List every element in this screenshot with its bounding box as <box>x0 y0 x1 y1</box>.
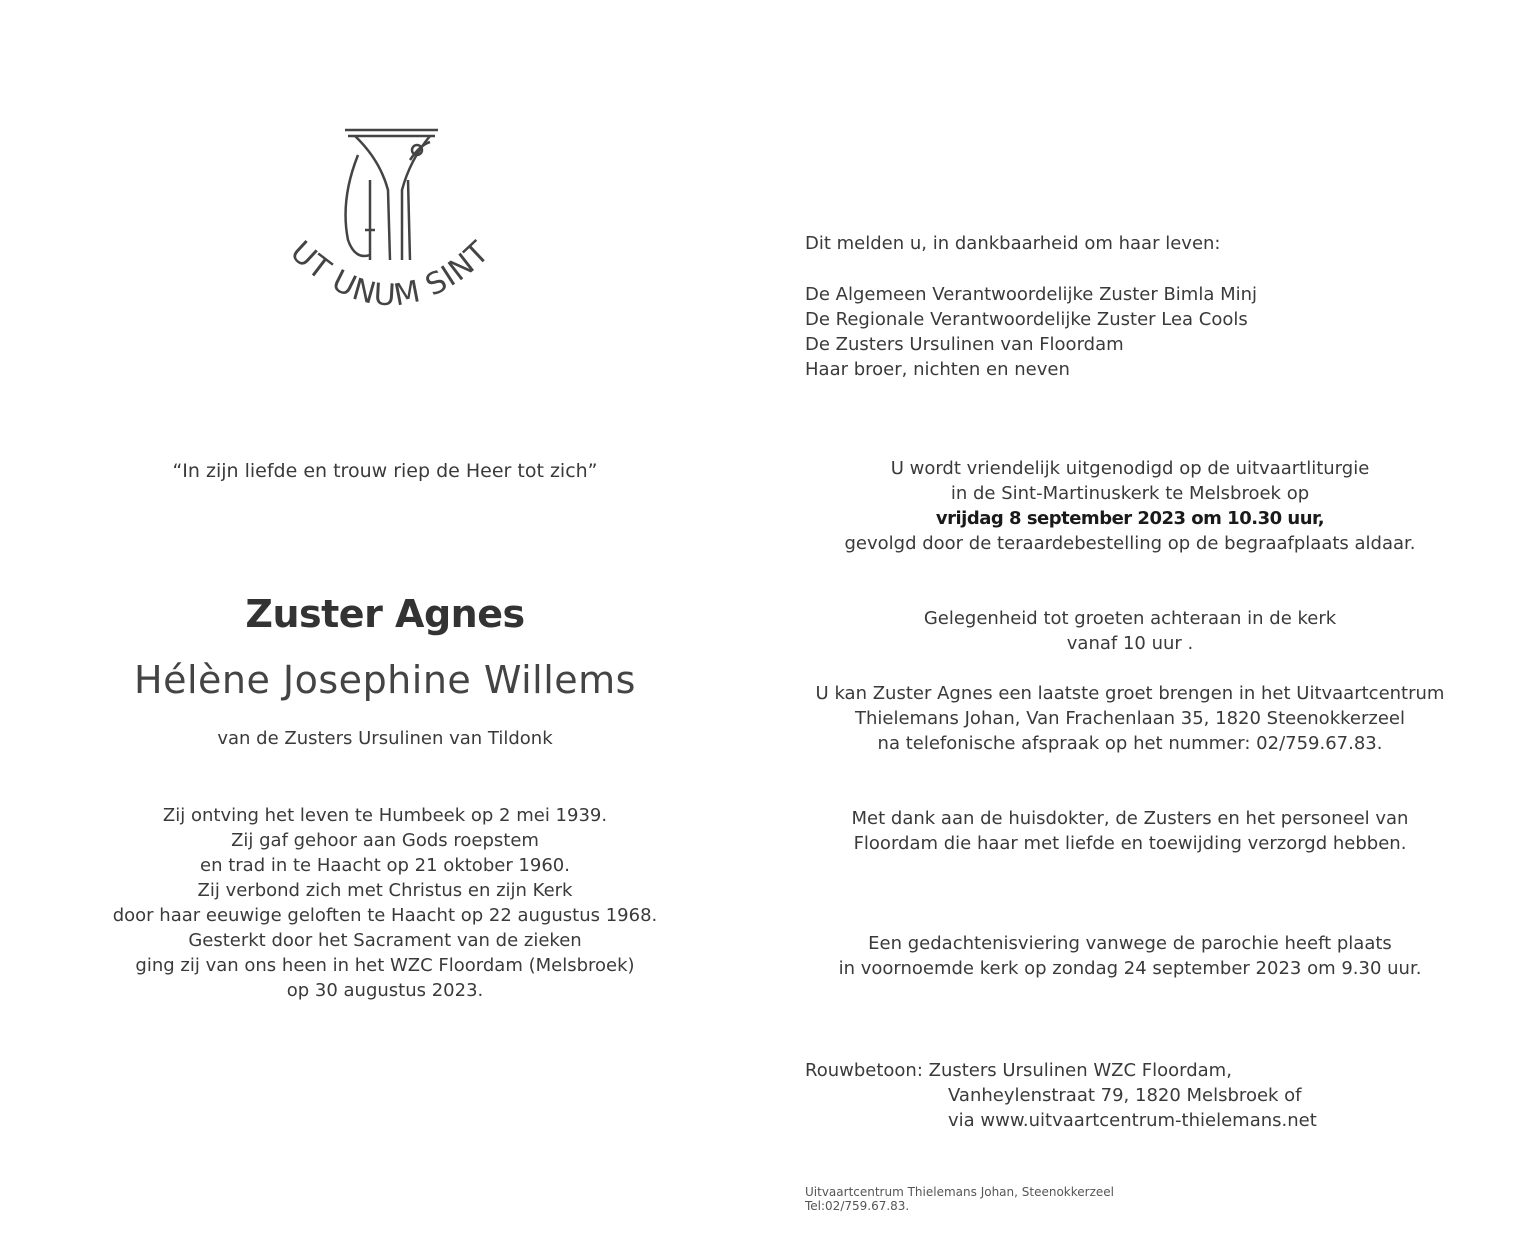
footer-line: Uitvaartcentrum Thielemans Johan, Steenokkerzeel <box>805 1185 1114 1199</box>
condolences-address <box>805 1058 1317 1133</box>
condolences-line: Vanheylenstraat 79, 1820 Melsbroek of <box>948 1085 1302 1106</box>
visit-line: U kan Zuster Agnes een laatste groet brengen in het Uitvaartcentrum <box>815 683 1445 704</box>
life-line: en trad in te Haacht op 21 oktober 1960. <box>200 855 570 876</box>
life-line: Zij ontving het leven te Humbeek op 2 mei 1939. <box>162 805 608 826</box>
visit-line: na telefonische afspraak op het nummer: 02/759.67.83. <box>877 733 1383 754</box>
invitation-line: gevolgd door de teraardebestelling op de begraafplaats aldaar. <box>844 533 1416 554</box>
relative-line: Haar broer, nichten en neven <box>805 359 1070 380</box>
quote: “In zijn liefde en trouw riep de Heer tot zich” <box>172 460 598 482</box>
relative-line: De Zusters Ursulinen van Floordam <box>805 334 1124 355</box>
deceased-name: Zuster Agnes <box>245 592 525 636</box>
memorial-line: in voornoemde kerk op zondag 24 september 2023 om 9.30 uur. <box>838 958 1422 979</box>
memorial-line: Een gedachtenisviering vanwege de parochie heeft plaats <box>868 933 1392 954</box>
life-line: Zij verbond zich met Christus en zijn Kerk <box>197 880 573 901</box>
life-summary <box>60 803 710 1003</box>
greeting-info <box>790 606 1470 656</box>
relative-line: De Regionale Verantwoordelijke Zuster Lea Cools <box>805 309 1248 330</box>
relative-line: De Algemeen Verantwoordelijke Zuster Bimla Minj <box>805 284 1258 305</box>
memorial-service <box>790 931 1470 981</box>
funeral-invitation <box>790 456 1470 556</box>
life-line: Gesterkt door het Sacrament van de zieken <box>188 930 582 951</box>
greeting-line: Gelegenheid tot groeten achteraan in de kerk <box>923 608 1337 629</box>
gratitude-note <box>790 806 1470 856</box>
life-line: Zij gaf gehoor aan Gods roepstem <box>231 830 539 851</box>
congregation-line: van de Zusters Ursulinen van Tildonk <box>217 728 553 749</box>
gratitude-line: Met dank aan de huisdokter, de Zusters en het personeel van <box>851 808 1409 829</box>
visit-line: Thielemans Johan, Van Frachenlaan 35, 1820 Steenokkerzeel <box>855 708 1405 729</box>
life-line: door haar eeuwige geloften te Haacht op 22 augustus 1968. <box>112 905 658 926</box>
footer-phone: Tel:02/759.67.83. <box>805 1199 910 1213</box>
congregation-emblem-icon <box>270 120 510 330</box>
deceased-full-name: Hélène Josephine Willems <box>134 658 636 702</box>
condolences-link[interactable]: via www.uitvaartcentrum-thielemans.net <box>948 1110 1317 1131</box>
condolences-line: Rouwbetoon: Zusters Ursulinen WZC Floordam, <box>805 1060 1232 1081</box>
greeting-line: vanaf 10 uur . <box>1066 633 1194 654</box>
relatives-list <box>805 282 1257 382</box>
life-line: op 30 augustus 2023. <box>286 980 484 1001</box>
life-line: ging zij van ons heen in het WZC Floordam (Melsbroek) <box>135 955 635 976</box>
motto-text: UT UNUM SINT <box>283 234 497 314</box>
gratitude-line: Floordam die haar met liefde en toewijding verzorgd hebben. <box>853 833 1407 854</box>
funeral-home-footer <box>805 1185 1114 1213</box>
invitation-line: in de Sint-Martinuskerk te Melsbroek op <box>950 483 1310 504</box>
visit-info <box>770 681 1490 756</box>
invitation-line: U wordt vriendelijk uitgenodigd op de uitvaartliturgie <box>890 458 1370 479</box>
funeral-date: vrijdag 8 september 2023 om 10.30 uur, <box>935 508 1325 529</box>
thanks-intro: Dit melden u, in dankbaarheid om haar leven: <box>805 233 1221 254</box>
